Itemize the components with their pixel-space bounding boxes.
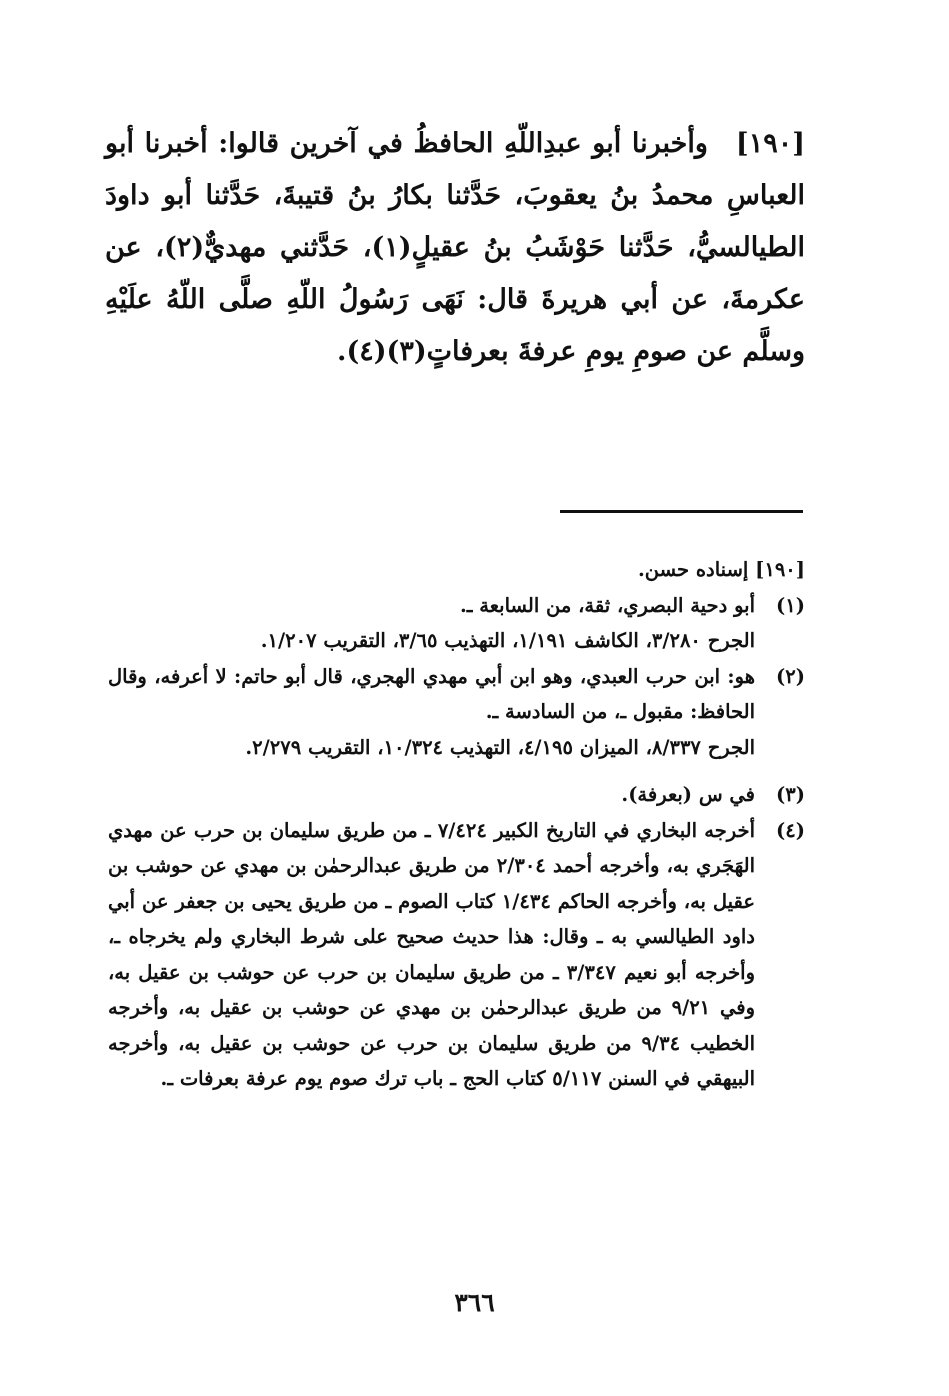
footnote-body [108,588,755,659]
footnote-heading: [١٩٠] إسناده حسن. [637,558,805,581]
footnote-number: (١) [776,593,805,617]
footnote-3 [108,777,805,813]
footnote-2 [108,659,805,766]
footnote-line: هو: ابن حرب العبدي، وهو ابن أبي مهدي الهجري، قال أبو حاتم: لا أعرفه، وقال الحافظ: مقبول ـ، من السادسة ـ. [108,664,755,723]
hadith-body: وأخبرنا أبو عبدِاللّهِ الحافظُ في آخرين قالوا: أخبرنا أبو العباسِ محمدُ بنُ يعقوبَ، حَدَّثنا بكارُ بنُ قتيبةَ، حَدَّثنا أبو داودَ الطيالسيُّ، حَدَّثنا حَوْشَبُ بنُ عقيلٍ(١)، حَدَّثني مهديٌّ(٢)، عن عكرمةَ، عن أبي هريرةَ قال: نَهَى رَسُولُ اللّهِ صلَّى اللّهُ علَيْهِ وسلَّم عن صومِ يومِ عرفةَ بعرفاتٍ(٣)(٤). [105,128,805,367]
page-number: ٣٦٦ [454,1288,495,1317]
footnote-body [108,659,755,766]
footnote-line: الجرح ٨/٣٣٧، الميزان ٤/١٩٥، التهذيب ١٠/٣٢٤، التقريب ٢/٢٧٩. [245,735,755,759]
footnote-body [108,813,755,1097]
footnotes [108,552,805,1097]
footnote-number: (٣) [776,783,805,806]
footnote-line: في س (بعرفة). [621,783,755,806]
footnote-number: (٢) [776,664,805,688]
footnote-line: الجرح ٣/٢٨٠، الكاشف ١/١٩١، التهذيب ٣/٦٥، التقريب ١/٢٠٧. [260,629,755,652]
footnote-body [108,777,755,813]
hadith-text [105,118,805,378]
footnote-line: أبو دحية البصري، ثقة، من السابعة ـ. [459,593,755,617]
footnote-1 [108,588,805,659]
hadith-number: [١٩٠] [735,128,805,159]
footnote-line: أخرجه البخاري في التاريخ الكبير ٧/٤٢٤ ـ من طريق سليمان بن حرب عن مهدي الهَجَري به، وأخرجه أحمد ٢/٣٠٤ من طريق عبدالرحمٰن بن مهدي عن حوشب بن عقيل به، وأخرجه الحاكم ١/٤٣٤ كتاب الصوم ـ من طريق يحيى بن جعفر عن أبي داود الطيالسي به ـ وقال: هذا حديث صحيح على شرط البخاري ولم يخرجاه ـ، وأخرجه أبو نعيم ٣/٣٤٧ ـ من طريق سليمان بن حرب عن حوشب بن عقيل به، وفي ٩/٢١ من طريق عبدالرحمٰن بن مهدي عن حوشب بن عقيل به، وأخرجه الخطيب ٩/٣٤ من طريق سليمان بن حرب عن حوشب بن عقيل به، وأخرجه البيهقي في السنن ٥/١١٧ كتاب الحج ـ باب ترك صوم يوم عرفة بعرفات ـ. [108,818,756,1090]
footnote-4 [108,813,805,1097]
footnote-number: (٤) [776,818,805,842]
footnote-separator [560,510,803,513]
